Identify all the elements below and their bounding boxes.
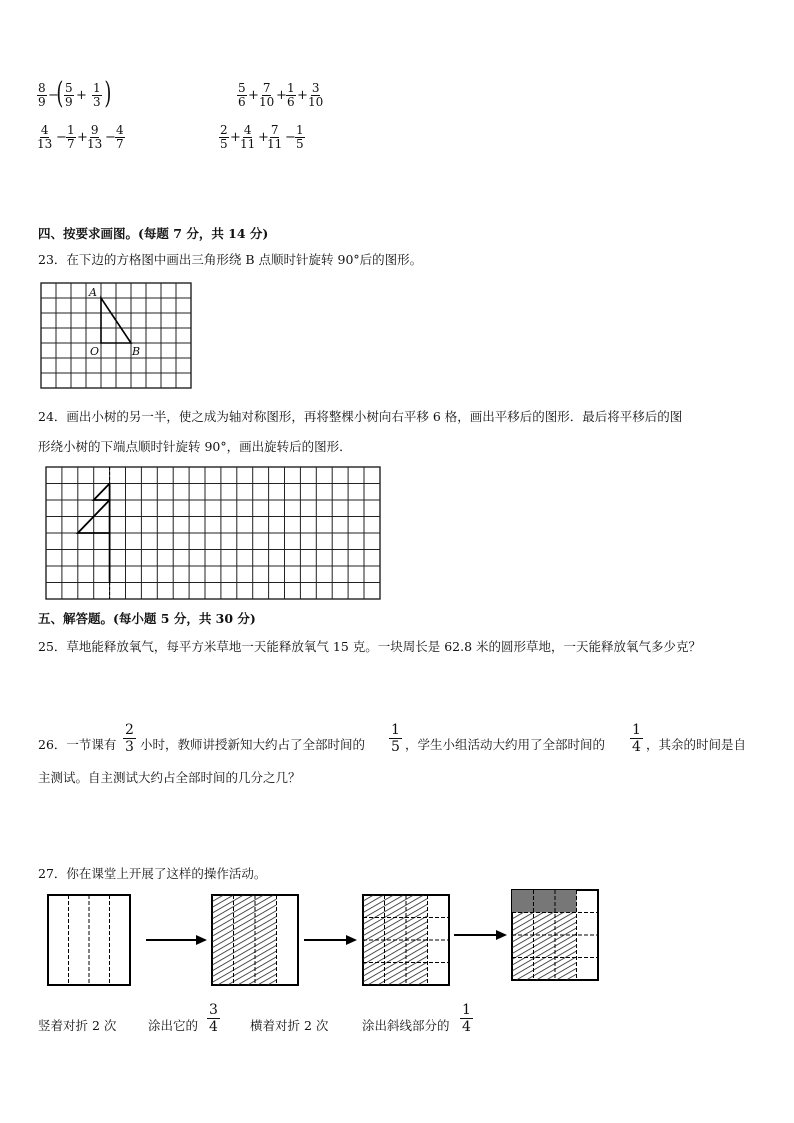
grid-q23[interactable] [40, 282, 194, 390]
step-1-label: 竖着对折 2 次 [38, 1018, 117, 1033]
fraction: $\frac{9}{13}$ [87, 123, 103, 151]
fraction: $\frac{2}{5}$ [220, 123, 228, 151]
operator: − [105, 130, 116, 145]
section-4-heading: 四、按要求画图。(每题 7 分，共 14 分) [38, 226, 269, 241]
fraction: 1 5 [391, 722, 400, 755]
question-26-part-a: 26．一节课有 [38, 737, 117, 752]
fraction: 1 4 [632, 722, 641, 755]
paren-close: ) [104, 76, 112, 111]
fraction: $\frac{1}{7}$ [67, 123, 75, 151]
fraction: $\frac{4}{7}$ [116, 123, 124, 151]
fraction: 1 4 [462, 1002, 471, 1035]
folding-diagram [40, 885, 610, 990]
grid-q24[interactable] [45, 466, 383, 602]
step-4-label: 涂出斜线部分的 [362, 1018, 450, 1033]
paren-open: ( [56, 76, 64, 111]
fraction: 3 4 [209, 1002, 218, 1035]
operator: + [297, 88, 308, 103]
operator: + [276, 88, 287, 103]
question-24-line1: 24．画出小树的另一半，使之成为轴对称图形，再将整棵小树向右平移 6 格，画出平移后的图形．最后将平移后的图 [38, 409, 683, 424]
question-24-line2: 形绕小树的下端点顺时针旋转 90°，画出旋转后的图形． [38, 439, 352, 454]
operator: + [258, 130, 269, 145]
operator: − [48, 88, 59, 103]
fraction: $\frac{7}{11}$ [267, 123, 283, 151]
question-26-part-c: ，学生小组活动大约用了全部时间的 [405, 737, 606, 752]
section-5-heading: 五、解答题。(每小题 5 分，共 30 分) [38, 611, 256, 626]
step-3-label: 横着对折 2 次 [250, 1018, 329, 1033]
arrow-icon [304, 935, 357, 945]
fraction: $\frac{7}{10}$ [259, 81, 275, 109]
operator: − [285, 130, 296, 145]
question-25: 25．草地能释放氧气，每平方米草地一天能释放氧气 15 克。一块周长是 62.8 米的圆形草地，一天能释放氧气多少克？ [38, 639, 702, 654]
fraction: $\frac{1}{5}$ [296, 123, 304, 151]
arrow-icon [146, 935, 207, 945]
fraction: $\frac{5}{6}$ [238, 81, 246, 109]
fraction: $\frac{4}{13}$ [37, 123, 53, 151]
fraction: $\frac{1}{6}$ [287, 81, 295, 109]
fraction: $\frac{8}{9}$ [38, 81, 46, 109]
label-b: B [132, 345, 141, 358]
question-26-line2: 主测试。自主测试大约占全部时间的几分之几？ [38, 770, 301, 785]
operator: + [248, 88, 259, 103]
fraction: 2 3 [125, 722, 134, 755]
fraction: $\frac{4}{11}$ [240, 123, 256, 151]
arrow-icon [454, 930, 507, 940]
question-26-part-d: ，其余的时间是自 [646, 737, 747, 752]
label-o: O [90, 345, 100, 358]
fraction: $\frac{5}{9}$ [65, 81, 73, 109]
question-26-part-b: 小时，教师讲授新知大约占了全部时间的 [140, 737, 366, 752]
paper-step-1 [48, 895, 130, 985]
paper-step-2 [212, 895, 298, 985]
operator: + [77, 130, 88, 145]
fraction: $\frac{1}{3}$ [93, 81, 101, 109]
operator: − [56, 130, 67, 145]
label-a: A [89, 286, 97, 299]
operator: + [76, 88, 87, 103]
step-2-label: 涂出它的 [148, 1018, 199, 1033]
fraction: $\frac{3}{10}$ [308, 81, 324, 109]
question-27: 27．你在课堂上开展了这样的操作活动。 [38, 866, 267, 881]
question-23: 23．在下边的方格图中画出三角形绕 B 点顺时针旋转 90°后的图形。 [38, 252, 423, 267]
paper-step-4 [512, 890, 598, 980]
paper-step-3 [363, 895, 449, 985]
operator: + [230, 130, 241, 145]
